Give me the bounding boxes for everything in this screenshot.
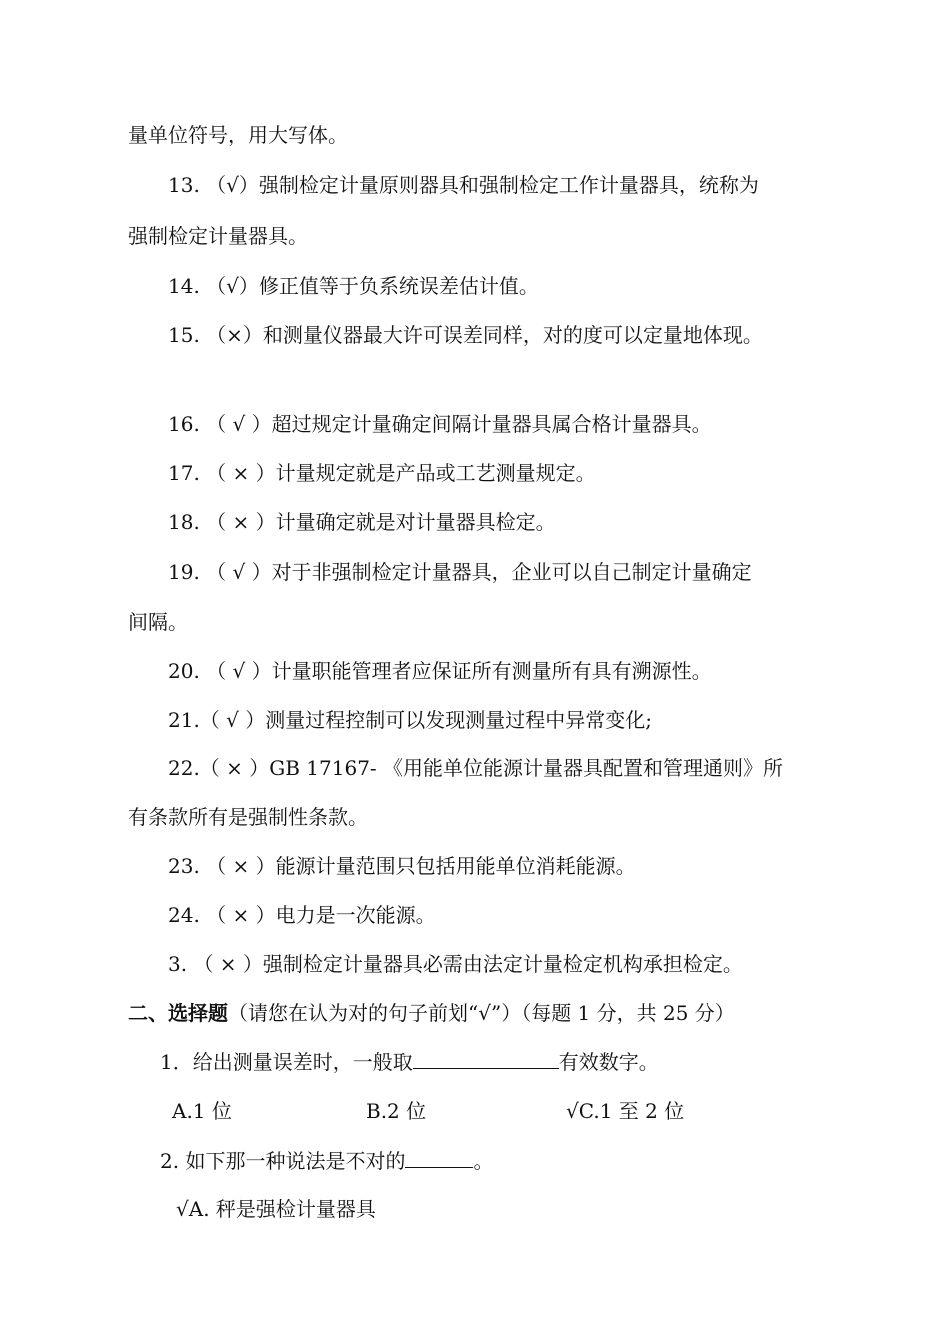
q19-line-2: 间隔。: [128, 610, 188, 634]
question-2-option-a: √A. 秤是强检计量器具: [176, 1197, 376, 1221]
answer-blank: [413, 1048, 559, 1069]
q21-line: 21.（ √ ）测量过程控制可以发现测量过程中异常变化;: [168, 708, 653, 732]
question-2-text-before: 2. 如下那一种说法是不对的: [160, 1149, 406, 1173]
q22-line-1: 22.（ × ）GB 17167- 《用能单位能源计量器具配置和管理通则》所: [168, 756, 784, 780]
answer-blank: [405, 1147, 473, 1168]
q20-line: 20. （ √ ）计量职能管理者应保证所有测量所有具有溯源性。: [168, 659, 712, 683]
question-2-stem: [160, 1147, 493, 1175]
section-2-title: 二、选择题: [128, 1001, 228, 1025]
question-2-text-after: 。: [473, 1149, 494, 1173]
question-1-option-b: B.2 位: [366, 1099, 427, 1123]
section-2-instructions: （请您在认为对的句子前划“√”）（每题 1 分，共 25 分）: [228, 1001, 735, 1025]
question-1-option-c: √C.1 至 2 位: [566, 1099, 685, 1123]
q22-line-2: 有条款所有是强制性条款。: [128, 805, 368, 829]
q12-tail-line: 量单位符号，用大写体。: [128, 123, 348, 147]
q14-line: 14. （√）修正值等于负系统误差估计值。: [168, 274, 539, 298]
q3-line: 3. （ × ）强制检定计量器具必需由法定计量检定机构承担检定。: [168, 952, 743, 976]
question-1-option-a: A.1 位: [172, 1099, 232, 1123]
q23-line: 23. （ × ）能源计量范围只包括用能单位消耗能源。: [168, 854, 636, 878]
question-1-text-before: 1．给出测量误差时，一般取: [160, 1050, 413, 1074]
q13-line-2: 强制检定计量器具。: [128, 224, 308, 248]
question-1-text-after: 有效数字。: [558, 1050, 659, 1074]
q18-line: 18. （ × ）计量确定就是对计量器具检定。: [168, 510, 556, 534]
q15-line: 15. （×）和测量仪器最大许可误差同样，对的度可以定量地体现。: [168, 323, 763, 347]
q24-line: 24. （ × ）电力是一次能源。: [168, 903, 436, 927]
q16-line: 16. （ √ ）超过规定计量确定间隔计量器具属合格计量器具。: [168, 412, 712, 436]
question-1-stem: [160, 1048, 659, 1076]
section-2-heading-line: [128, 999, 735, 1027]
q19-line-1: 19. （ √ ）对于非强制检定计量器具，企业可以自己制定计量确定: [168, 560, 752, 584]
q13-line-1: 13. （√）强制检定计量原则器具和强制检定工作计量器具，统称为: [168, 173, 759, 197]
q17-line: 17. （ × ）计量规定就是产品或工艺测量规定。: [168, 461, 596, 485]
